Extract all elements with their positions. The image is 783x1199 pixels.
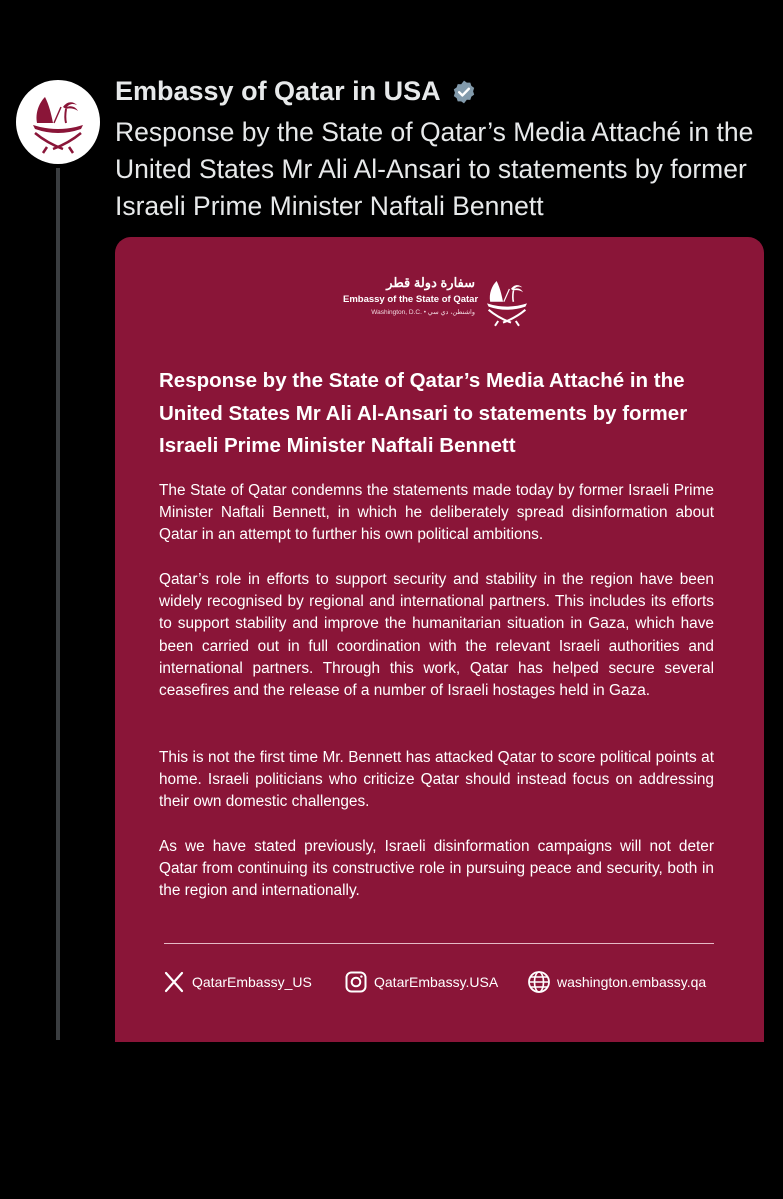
footer-divider xyxy=(164,943,714,944)
statement-paragraph: Qatar’s role in efforts to support security and stability in the region have been widely recognised by regional and international partners. This includes its efforts to support stability and improve the humanitarian situation in Gaza, which have been carried out in full coordination with the relevant Israeli authorities and international partners. Through this work, Qatar has helped secure several ceasefires and the release of a number of Israeli hostages held in Gaza. xyxy=(159,571,714,700)
qatar-emblem-icon xyxy=(479,273,535,329)
tweet-text: Response by the State of Qatar’s Media Attaché in the United States Mr Ali Al-Ansari to statements by former Israeli Prime Minister Naftali Bennett xyxy=(115,117,754,221)
globe-icon xyxy=(527,970,551,994)
x-logo-icon xyxy=(162,970,186,994)
author-row xyxy=(115,76,477,107)
social-x xyxy=(162,970,312,994)
social-website xyxy=(527,970,706,994)
statement-paragraph: As we have stated previously, Israeli disinformation campaigns will not deter Qatar from continuing its constructive role in pursuing peace and security, both in the region and internationally. xyxy=(159,838,714,900)
logo-english-text: Embassy of the State of Qatar xyxy=(343,294,479,305)
statement-image[interactable] xyxy=(115,237,764,1042)
statement-paragraph: This is not the first time Mr. Bennett has attacked Qatar to score political points at home. Israeli politicians who criticize Qatar should instead focus on addressing their own domestic challenges. xyxy=(159,749,714,811)
instagram-icon xyxy=(344,970,368,994)
logo-location-text: Washington, D.C. • واشنطن، دي سي xyxy=(371,309,475,316)
statement-paragraph: The State of Qatar condemns the statements made today by former Israeli Prime Minister Naftali Bennett, in which he deliberately spread disinformation about Qatar in an attempt to further his own political ambitions. xyxy=(159,482,714,544)
logo-arabic-text: سفارة دولة قطر xyxy=(386,275,475,290)
embassy-logo xyxy=(343,273,533,333)
statement-title: Response by the State of Qatar’s Media Attaché in the United States Mr Ali Al-Ansari to statements by former Israeli Prime Minister Naftali Bennett xyxy=(159,369,688,457)
author-name[interactable]: Embassy of Qatar in USA xyxy=(115,76,441,106)
social-instagram xyxy=(344,970,498,994)
qatar-emblem-icon xyxy=(23,87,93,157)
thread-line xyxy=(56,168,60,1040)
avatar[interactable] xyxy=(16,80,100,164)
instagram-handle: QatarEmbassy.USA xyxy=(374,974,499,990)
verified-badge-icon xyxy=(451,79,477,105)
x-handle: QatarEmbassy_US xyxy=(192,974,312,990)
website-url: washington.embassy.qa xyxy=(557,974,707,990)
